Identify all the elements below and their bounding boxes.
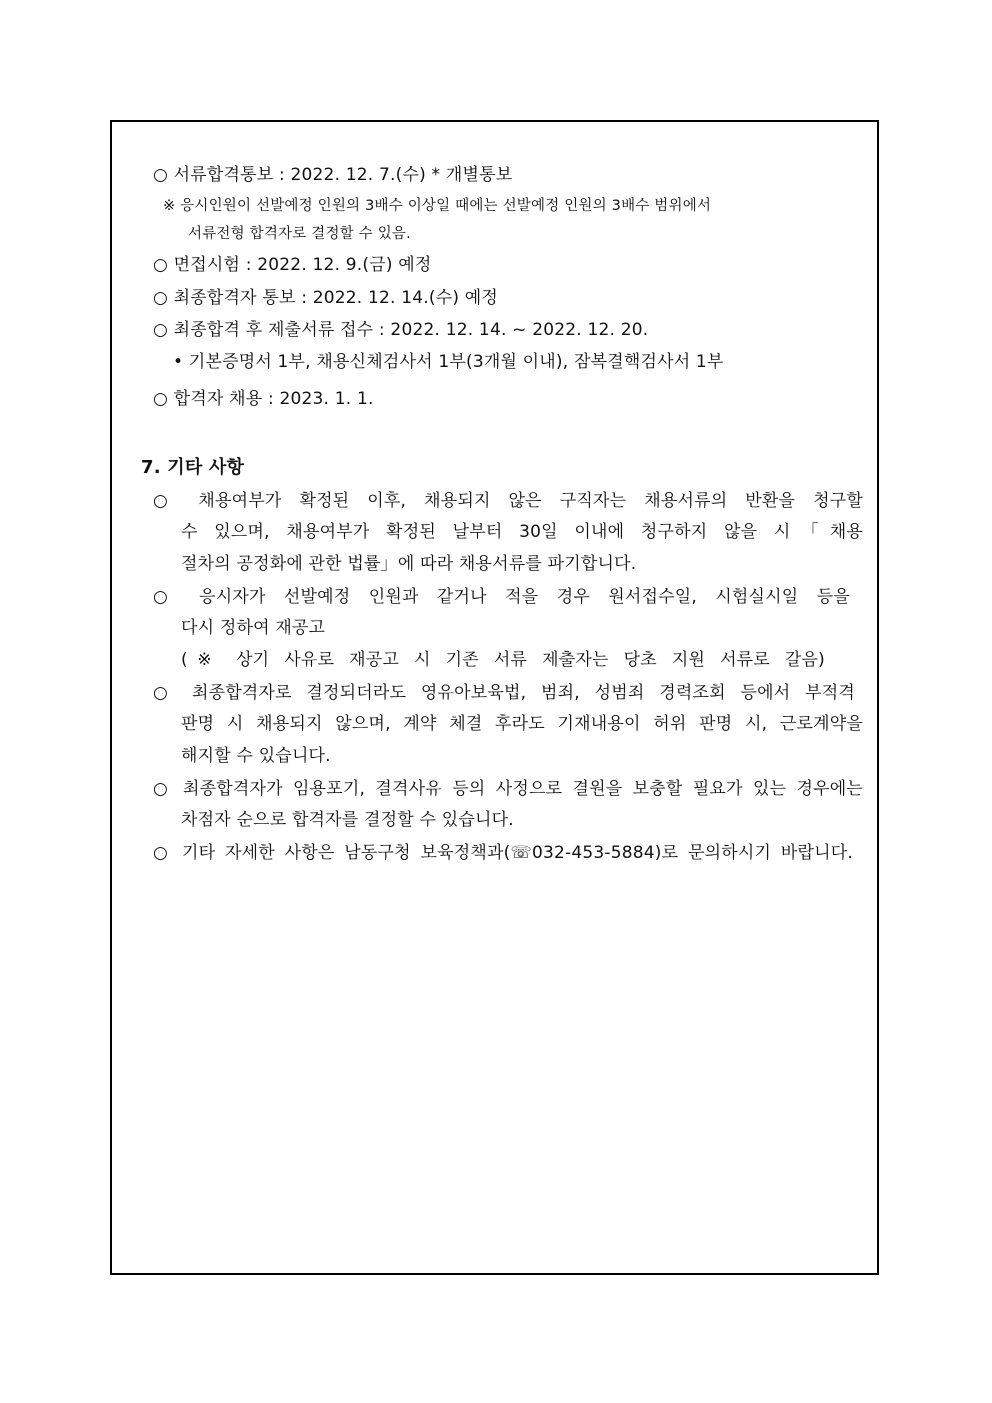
section-item-line: (※ 상기 사유로 재공고 시 기존 서류 제출자는 당초 지원 서류로 갈음) — [181, 650, 825, 670]
doc-documents-line: ○ 최종합격 후 제출서류 접수 : 2022. 12. 14. ~ 2022. 12. 20. — [153, 320, 649, 340]
doc-notice-result-line: ○ 서류합격통보 : 2022. 12. 7.(수) * 개별통보 — [153, 165, 513, 185]
doc-final-notice-line: ○ 최종합격자 통보 : 2022. 12. 14.(수) 예정 — [153, 288, 499, 308]
doc-hiring-line: ○ 합격자 채용 : 2023. 1. 1. — [153, 389, 374, 409]
section-item-line: 다시 정하여 재공고 — [181, 618, 326, 638]
doc-documents-list: • 기본증명서 1부, 채용신체검사서 1부(3개월 이내), 잠복결핵검사서 1부 — [173, 352, 724, 372]
section-item-line: ○ 기타 자세한 사항은 남동구청 보육정책과(☏032-453-5884)로 문의하시기 바랍니다. — [153, 843, 853, 863]
doc-interview-line: ○ 면접시험 : 2022. 12. 9.(금) 예정 — [153, 255, 432, 275]
section-item-line: ○ 최종합격자가 임용포기, 결격사유 등의 사정으로 결원을 보충할 필요가 있는 경우에는 — [153, 779, 863, 799]
doc-note-line: ※ 응시인원이 선발예정 인원의 3배수 이상일 때에는 선발예정 인원의 3배수 범위에서 — [163, 198, 712, 214]
section-item-line: ○ 응시자가 선발예정 인원과 같거나 적을 경우 원서접수일, 시험실시일 등을 — [153, 587, 850, 607]
section-item-line: 수 있으며, 채용여부가 확정된 날부터 30일 이내에 청구하지 않을 시「채용 — [181, 522, 863, 542]
section-item-line: 판명 시 채용되지 않으며, 계약 체결 후라도 기재내용이 허위 판명 시, 근로계약을 — [181, 714, 863, 734]
doc-note-line-cont: 서류전형 합격자로 결정할 수 있음. — [188, 226, 411, 242]
section-item-line: 차점자 순으로 합격자를 결정할 수 있습니다. — [181, 810, 514, 830]
section-item-line: ○ 최종합격자로 결정되더라도 영유아보육법, 범죄, 성범죄 경력조회 등에서 부적격 — [153, 683, 855, 703]
section-item-line: ○ 채용여부가 확정된 이후, 채용되지 않은 구직자는 채용서류의 반환을 청구할 — [153, 491, 863, 511]
section-item-line: 절차의 공정화에 관한 법률」에 따라 채용서류를 파기합니다. — [181, 554, 637, 574]
section-heading: 7. 기타 사항 — [141, 457, 245, 478]
section-item-line: 해지할 수 있습니다. — [181, 746, 331, 766]
